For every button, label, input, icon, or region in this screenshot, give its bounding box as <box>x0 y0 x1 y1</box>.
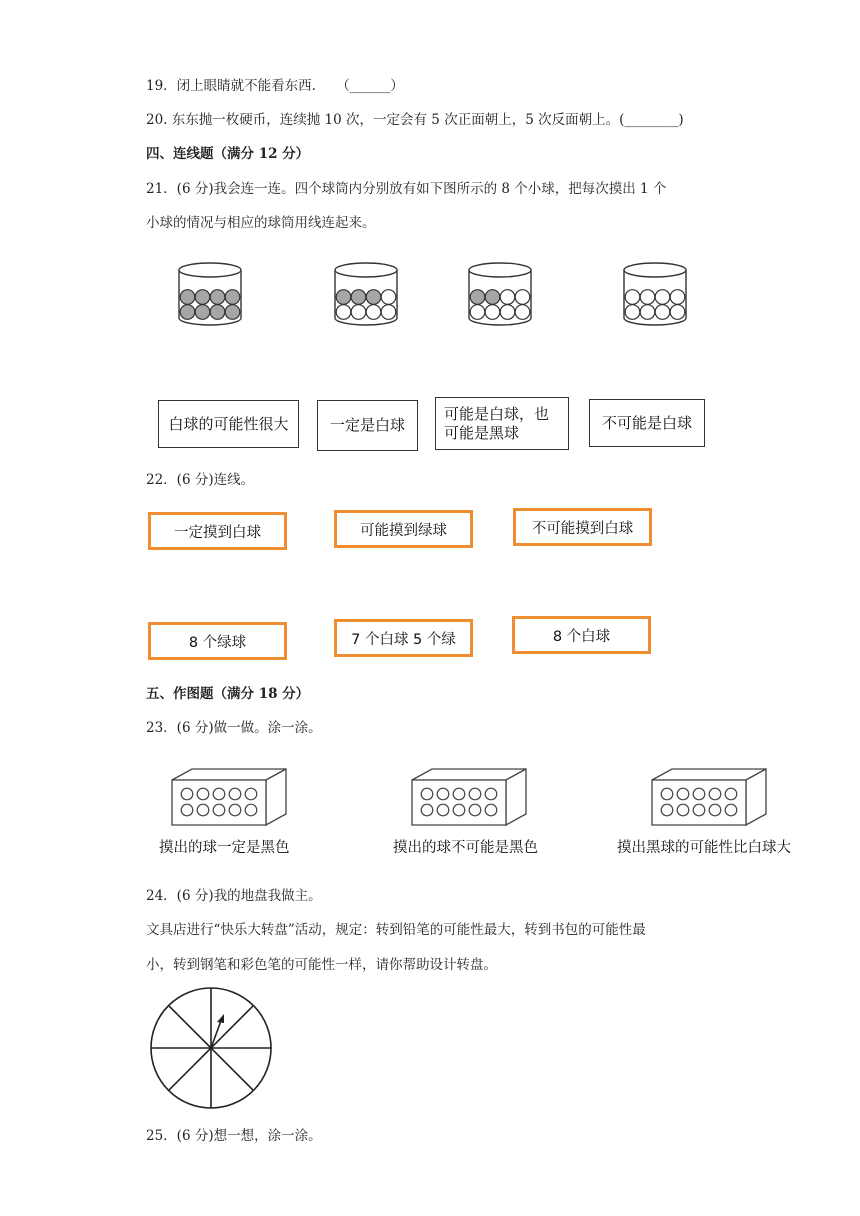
section-5-heading: 五、作图题（满分 18 分） <box>146 686 310 702</box>
ball <box>437 788 449 800</box>
ball <box>213 788 225 800</box>
question-23: 23．(6 分)做一做。涂一涂。 <box>146 720 322 736</box>
q22-bottom-box-3: 8 个白球 <box>512 616 651 654</box>
question-24: 24．(6 分)我的地盘我做主。 <box>146 888 322 904</box>
ball-box-3 <box>652 769 766 825</box>
ball <box>709 804 721 816</box>
q22-top-box-3: 不可能摸到白球 <box>513 508 652 546</box>
q21-box-impossible-white: 不可能是白球 <box>589 399 705 447</box>
q22-top-box-2: 可能摸到绿球 <box>334 510 473 548</box>
question-19: 19．闭上眼睛就不能看东西. （______） <box>146 78 404 94</box>
ball <box>197 804 209 816</box>
ball <box>469 788 481 800</box>
ball <box>661 788 673 800</box>
ball <box>709 788 721 800</box>
ball-box-2 <box>412 769 526 825</box>
question-21-line-2: 小球的情况与相应的球筒用线连起来。 <box>146 215 376 231</box>
ball <box>245 804 257 816</box>
ball <box>453 804 465 816</box>
ball <box>677 788 689 800</box>
ball <box>437 804 449 816</box>
q21-box-white-likely: 白球的可能性很大 <box>158 400 299 448</box>
question-20: 20. 东东抛一枚硬币，连续抛 10 次，一定会有 5 次正面朝上，5 次反面朝上。(________) <box>146 112 684 128</box>
ball <box>693 804 705 816</box>
q23-caption-1: 摸出的球一定是黑色 <box>159 840 290 856</box>
ball <box>485 788 497 800</box>
q22-bottom-box-2: 7 个白球 5 个绿 <box>334 619 473 657</box>
ball-box-1 <box>172 769 286 825</box>
ball <box>421 788 433 800</box>
ball <box>181 788 193 800</box>
ball <box>181 804 193 816</box>
q23-caption-2: 摸出的球不可能是黑色 <box>393 840 538 856</box>
q21-box-maybe-white-or-black: 可能是白球，也 可能是黑球 <box>435 397 569 450</box>
ball <box>469 804 481 816</box>
question-25: 25．(6 分)想一想，涂一涂。 <box>146 1128 322 1144</box>
ball <box>229 804 241 816</box>
q21-box-certainly-white: 一定是白球 <box>317 400 418 451</box>
question-24-line-2: 小，转到钢笔和彩色笔的可能性一样，请你帮助设计转盘。 <box>146 957 497 973</box>
ball <box>485 804 497 816</box>
ball <box>725 804 737 816</box>
question-24-line-1: 文具店进行“快乐大转盘”活动，规定：转到铅笔的可能性最大，转到书包的可能性最 <box>146 922 646 938</box>
ball <box>677 804 689 816</box>
ball <box>693 788 705 800</box>
ball <box>245 788 257 800</box>
section-4-heading: 四、连线题（满分 12 分） <box>146 146 310 162</box>
ball <box>213 804 225 816</box>
question-22: 22．(6 分)连线。 <box>146 472 255 488</box>
ball <box>229 788 241 800</box>
spinner-arrow-icon <box>211 1014 224 1048</box>
ball <box>661 804 673 816</box>
ball <box>725 788 737 800</box>
q22-top-box-1: 一定摸到白球 <box>148 512 287 550</box>
q23-caption-3: 摸出黑球的可能性比白球大 <box>617 840 791 856</box>
q22-bottom-box-1: 8 个绿球 <box>148 622 287 660</box>
ball <box>421 804 433 816</box>
spinner-wheel <box>148 985 274 1111</box>
question-21-line-1: 21．(6 分)我会连一连。四个球筒内分别放有如下图所示的 8 个小球，把每次摸出 1 个 <box>146 181 667 197</box>
ball <box>197 788 209 800</box>
ball <box>453 788 465 800</box>
